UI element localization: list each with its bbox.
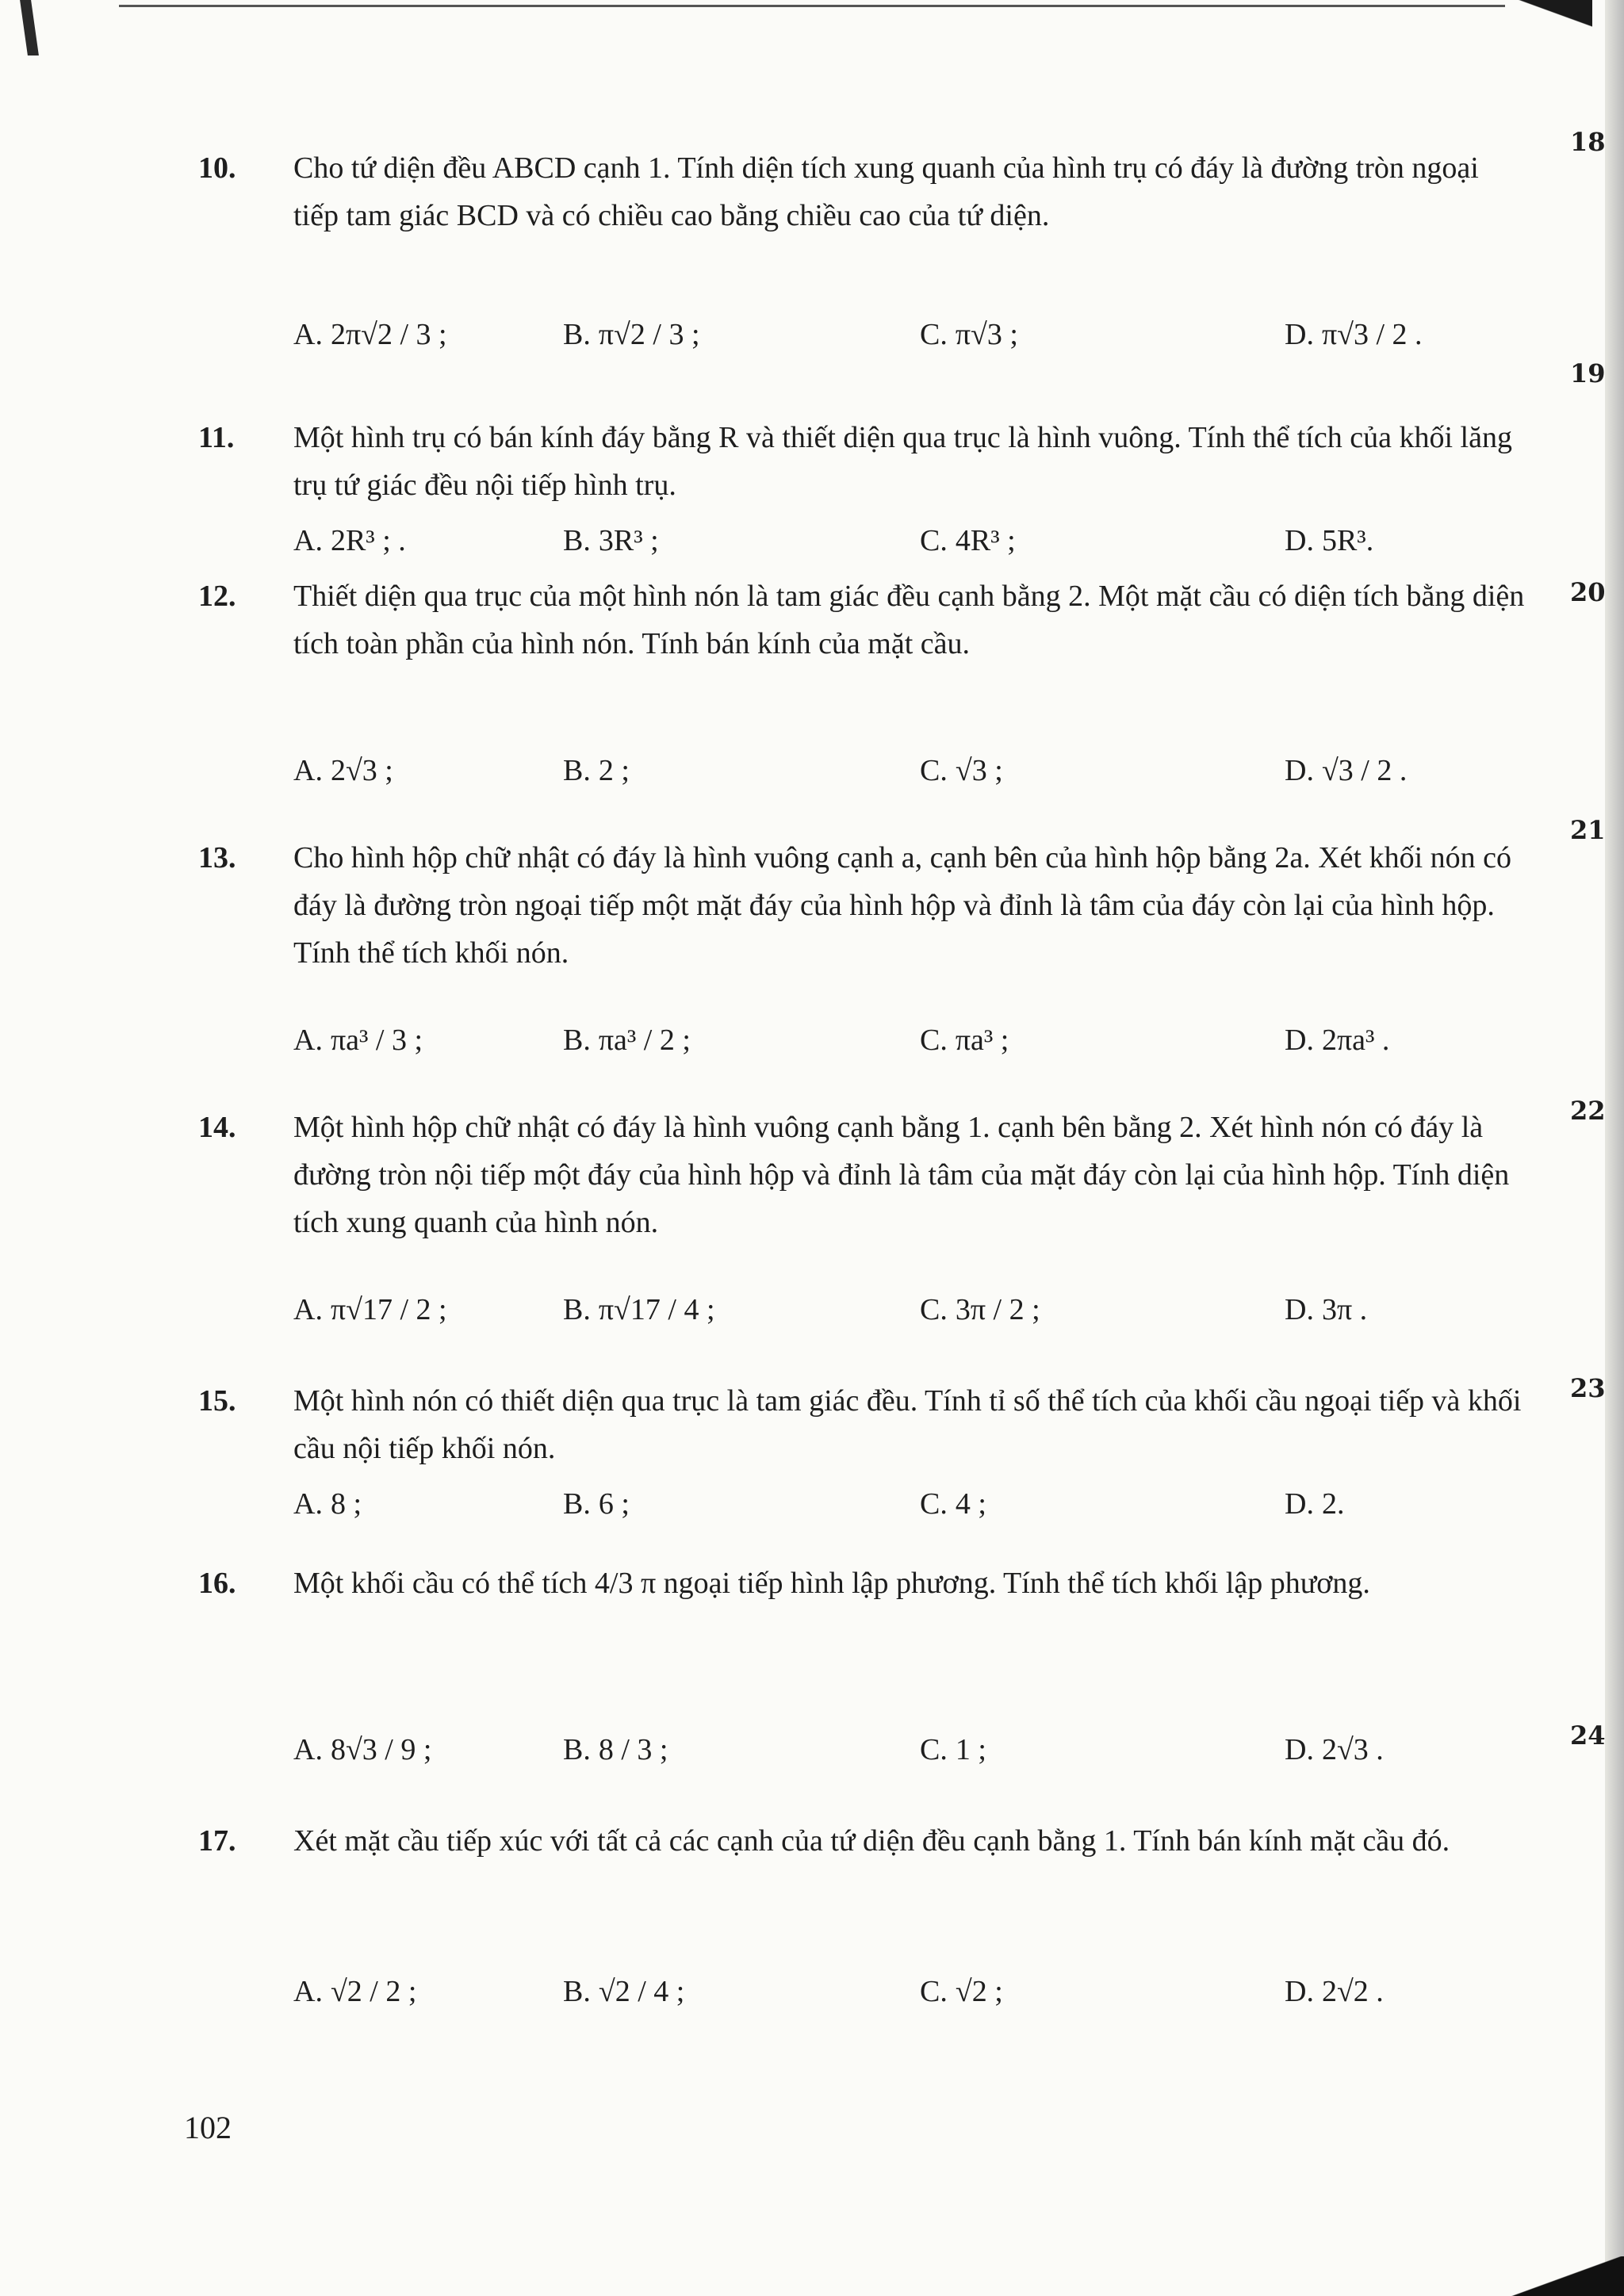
- option-b: B. 6 ;: [563, 1487, 630, 1521]
- question-number: 17.: [198, 1824, 236, 1858]
- option-d: D. 5R³.: [1285, 524, 1374, 557]
- option-d: D. 2.: [1285, 1487, 1345, 1521]
- scan-corner-mark: [1481, 2256, 1624, 2296]
- option-b: B. 3R³ ;: [563, 524, 659, 557]
- question-text: Một hình hộp chữ nhật có đáy là hình vuông cạnh bằng 1. cạnh bên bằng 2. Xét hình nón có đáy là đường tròn nội tiếp một đáy của hình hộp và đỉnh là tâm của mặt đáy còn lại của hình hộp. Tính diện tích xung quanh của hình nón.: [293, 1111, 1510, 1239]
- scan-corner-mark: [1505, 0, 1592, 55]
- question-text: Một hình nón có thiết diện qua trục là tam giác đều. Tính tỉ số thể tích của khối cầu ngoại tiếp và khối cầu nội tiếp khối nón.: [293, 1384, 1522, 1465]
- option-b: B. π√17 / 4 ;: [563, 1293, 715, 1326]
- question-number: 16.: [198, 1567, 236, 1600]
- option-a: A. 2π√2 / 3 ;: [293, 318, 447, 351]
- option-a: A. 8√3 / 9 ;: [293, 1733, 432, 1766]
- option-d: D. 2√3 .: [1285, 1733, 1384, 1766]
- option-b: B. πa³ / 2 ;: [563, 1024, 691, 1057]
- question-number: 15.: [198, 1384, 236, 1418]
- question-text: Cho tứ diện đều ABCD cạnh 1. Tính diện tích xung quanh của hình trụ có đáy là đường tròn ngoại tiếp tam giác BCD và có chiều cao bằng chiều cao của tứ diện.: [293, 151, 1479, 232]
- option-a: A. 2R³ ; .: [293, 524, 406, 557]
- option-b: B. 8 / 3 ;: [563, 1733, 668, 1766]
- question-text: Một khối cầu có thể tích 4/3 π ngoại tiếp hình lập phương. Tính thể tích khối lập phương.: [293, 1567, 1370, 1600]
- question-number: 10.: [198, 151, 236, 185]
- option-c: C. √2 ;: [920, 1975, 1003, 2008]
- option-b: B. 2 ;: [563, 754, 630, 787]
- margin-note: 21: [1570, 815, 1606, 845]
- page-number: 102: [184, 2110, 232, 2145]
- margin-note: 19: [1570, 358, 1606, 388]
- question-text: Cho hình hộp chữ nhật có đáy là hình vuông cạnh a, cạnh bên của hình hộp bằng 2a. Xét khối nón có đáy là đường tròn ngoại tiếp một mặt đáy của hình hộp và đỉnh là tâm của đáy còn lại của hình hộp. Tính thể tích khối nón.: [293, 841, 1512, 970]
- question-text: Xét mặt cầu tiếp xúc với tất cả các cạnh của tứ diện đều cạnh bằng 1. Tính bán kính mặt cầu đó.: [293, 1824, 1450, 1858]
- question-number: 12.: [198, 580, 236, 613]
- option-c: C. √3 ;: [920, 754, 1003, 787]
- margin-note: 18: [1570, 127, 1606, 157]
- option-b: B. √2 / 4 ;: [563, 1975, 685, 2008]
- top-rule: [119, 5, 1505, 7]
- option-d: D. π√3 / 2 .: [1285, 318, 1423, 351]
- option-a: A. √2 / 2 ;: [293, 1975, 417, 2008]
- option-d: D. 2√2 .: [1285, 1975, 1384, 2008]
- option-a: A. 2√3 ;: [293, 754, 393, 787]
- option-b: B. π√2 / 3 ;: [563, 318, 700, 351]
- page-edge: [1605, 0, 1624, 2296]
- option-c: C. πa³ ;: [920, 1024, 1009, 1057]
- option-a: A. πa³ / 3 ;: [293, 1024, 423, 1057]
- option-c: C. 1 ;: [920, 1733, 986, 1766]
- question-text: Thiết diện qua trục của một hình nón là tam giác đều cạnh bằng 2. Một mặt cầu có diện tích bằng diện tích toàn phần của hình nón. Tính bán kính của mặt cầu.: [293, 580, 1525, 660]
- scan-corner-mark: [20, 0, 39, 55]
- question-number: 13.: [198, 841, 236, 874]
- option-c: C. 4 ;: [920, 1487, 986, 1521]
- option-d: D. 2πa³ .: [1285, 1024, 1390, 1057]
- question-number: 11.: [198, 421, 235, 454]
- option-a: A. 8 ;: [293, 1487, 362, 1521]
- question-text: Một hình trụ có bán kính đáy bằng R và thiết diện qua trục là hình vuông. Tính thể tích của khối lăng trụ tứ giác đều nội tiếp hình trụ.: [293, 421, 1512, 502]
- option-d: D. √3 / 2 .: [1285, 754, 1408, 787]
- margin-note: 24: [1570, 1720, 1606, 1751]
- option-c: C. 3π / 2 ;: [920, 1293, 1040, 1326]
- margin-note: 22: [1570, 1096, 1606, 1126]
- margin-note: 23: [1570, 1373, 1606, 1403]
- option-c: C. π√3 ;: [920, 318, 1018, 351]
- margin-note: 20: [1570, 577, 1606, 607]
- question-number: 14.: [198, 1111, 236, 1144]
- option-d: D. 3π .: [1285, 1293, 1368, 1326]
- option-a: A. π√17 / 2 ;: [293, 1293, 447, 1326]
- option-c: C. 4R³ ;: [920, 524, 1016, 557]
